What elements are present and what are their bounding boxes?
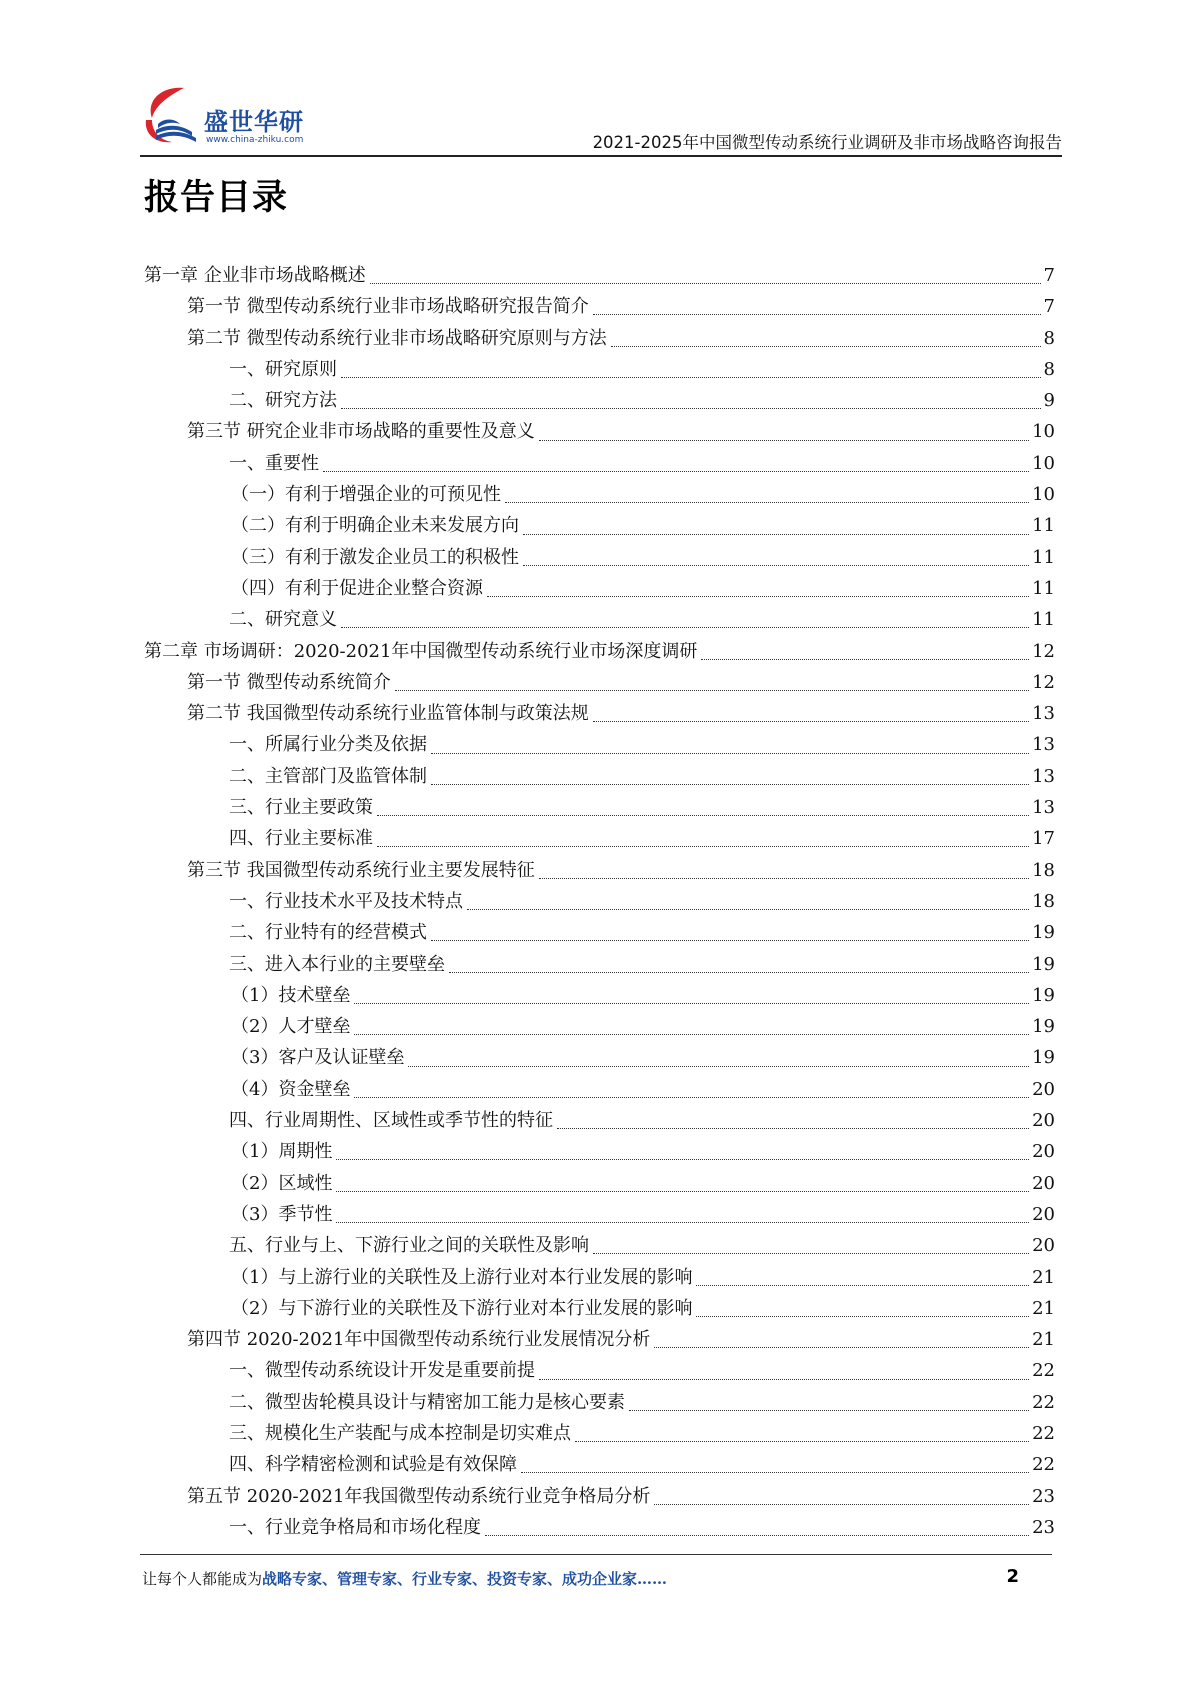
toc-entry[interactable] <box>144 1293 1055 1324</box>
toc-entry-page: 7 <box>1043 265 1055 286</box>
toc-entry[interactable] <box>144 949 1055 980</box>
toc-dot-leader <box>449 972 1029 973</box>
toc-entry[interactable] <box>144 1512 1055 1543</box>
toc-entry-page: 19 <box>1032 953 1055 975</box>
toc-entry-page: 19 <box>1032 1016 1055 1038</box>
toc-entry-page: 8 <box>1043 358 1055 380</box>
toc-dot-leader <box>377 815 1029 816</box>
toc-entry-label: （4）资金壁垒 <box>231 1078 351 1100</box>
toc-entry[interactable] <box>144 1011 1055 1042</box>
toc-entry-page: 19 <box>1032 922 1055 944</box>
toc-entry-label: （1）与上游行业的关联性及上游行业对本行业发展的影响 <box>231 1266 693 1288</box>
toc-entry-page: 13 <box>1032 797 1055 819</box>
toc-entry-page: 22 <box>1032 1360 1055 1382</box>
toc-entry-label: 第四节 2020-2021年中国微型传动系统行业发展情况分析 <box>187 1329 651 1351</box>
toc-entry-label: （1）周期性 <box>231 1141 333 1163</box>
toc-entry[interactable] <box>144 698 1055 729</box>
toc-entry-page: 20 <box>1032 1235 1055 1257</box>
toc-entry-label: （1）技术壁垒 <box>231 984 351 1006</box>
toc-entry-label: 四、行业周期性、区域性或季节性的特征 <box>229 1110 553 1132</box>
toc-entry-page: 11 <box>1032 515 1055 537</box>
toc-entry[interactable] <box>144 1355 1055 1386</box>
toc-dot-leader <box>593 721 1029 722</box>
toc-entry-page: 12 <box>1032 640 1055 662</box>
toc-dot-leader <box>431 753 1029 754</box>
toc-entry-page: 10 <box>1032 484 1055 506</box>
toc-dot-leader <box>395 690 1029 691</box>
toc-dot-leader <box>521 1472 1029 1473</box>
toc-dot-leader <box>539 878 1029 879</box>
toc-entry[interactable] <box>144 1105 1055 1136</box>
toc-dot-leader <box>336 1159 1029 1160</box>
footer-slogan-accent: 战略专家、管理专家、行业专家、投资专家、成功企业家…… <box>262 1570 668 1588</box>
toc-entry[interactable] <box>144 416 1055 447</box>
toc-entry-label: 二、微型齿轮模具设计与精密加工能力是核心要素 <box>229 1391 625 1413</box>
toc-entry-label: （三）有利于激发企业员工的积极性 <box>231 546 519 568</box>
toc-entry[interactable] <box>144 1449 1055 1480</box>
toc-entry-page: 11 <box>1032 546 1055 568</box>
toc-entry-label: 三、规模化生产装配与成本控制是切实难点 <box>229 1422 571 1444</box>
toc-entry-page: 22 <box>1032 1454 1055 1476</box>
footer-slogan <box>142 1568 667 1589</box>
toc-entry[interactable] <box>144 886 1055 917</box>
toc-entry-label: 第五节 2020-2021年我国微型传动系统行业竞争格局分析 <box>187 1485 651 1507</box>
toc-entry-page: 23 <box>1032 1485 1055 1507</box>
page-header <box>140 82 1062 156</box>
toc-entry-page: 20 <box>1032 1172 1055 1194</box>
toc-entry-page: 23 <box>1032 1516 1055 1538</box>
toc-entry[interactable] <box>144 792 1055 823</box>
toc-entry-page: 10 <box>1032 452 1055 474</box>
toc-entry-label: 一、行业竞争格局和市场化程度 <box>229 1516 481 1538</box>
toc-entry-label: 一、行业技术水平及技术特点 <box>229 890 463 912</box>
toc-dot-leader <box>539 1379 1029 1380</box>
toc-entry[interactable] <box>144 542 1055 573</box>
toc-entry[interactable] <box>144 636 1055 667</box>
toc-entry-label: 四、科学精密检测和试验是有效保障 <box>229 1454 517 1476</box>
toc-dot-leader <box>696 1316 1029 1317</box>
footer-slogan-lead: 让每个人都能成为 <box>142 1570 263 1588</box>
toc-entry-label: 三、行业主要政策 <box>229 797 373 819</box>
toc-entry[interactable] <box>144 1042 1055 1073</box>
toc-dot-leader <box>323 471 1029 472</box>
toc-dot-leader <box>336 1191 1029 1192</box>
toc-entry[interactable] <box>144 1262 1055 1293</box>
toc-dot-leader <box>341 408 1041 409</box>
toc-entry[interactable] <box>144 1230 1055 1261</box>
toc-dot-leader <box>467 909 1029 910</box>
page-number: 2 <box>1006 1566 1019 1587</box>
toc-dot-leader <box>370 283 1041 284</box>
toc-entry-label: 第一节 微型传动系统行业非市场战略研究报告简介 <box>187 296 589 318</box>
toc-entry[interactable] <box>144 448 1055 479</box>
table-of-contents <box>144 260 1055 1543</box>
toc-dot-leader <box>408 1066 1029 1067</box>
toc-dot-leader <box>523 534 1029 535</box>
toc-dot-leader <box>654 1504 1029 1505</box>
toc-entry-page: 12 <box>1032 671 1055 693</box>
toc-entry-page: 11 <box>1032 609 1055 631</box>
report-title: 2021-2025年中国微型传动系统行业调研及非市场战略咨询报告 <box>592 133 1062 152</box>
toc-dot-leader <box>654 1347 1029 1348</box>
toc-entry-page: 20 <box>1032 1078 1055 1100</box>
toc-entry-page: 21 <box>1032 1266 1055 1288</box>
toc-entry-page: 22 <box>1032 1391 1055 1413</box>
toc-dot-leader <box>523 565 1029 566</box>
toc-dot-leader <box>354 1097 1029 1098</box>
logo-emblem-icon <box>140 84 202 148</box>
toc-entry-page: 17 <box>1032 828 1055 850</box>
toc-entry-label: 二、研究意义 <box>229 609 337 631</box>
toc-entry-label: 四、行业主要标准 <box>229 828 373 850</box>
toc-entry[interactable] <box>144 1324 1055 1355</box>
toc-dot-leader <box>354 1003 1029 1004</box>
toc-entry-page: 20 <box>1032 1110 1055 1132</box>
toc-entry[interactable] <box>144 291 1055 322</box>
toc-dot-leader <box>696 1285 1029 1286</box>
toc-entry-page: 21 <box>1032 1329 1055 1351</box>
toc-entry-page: 18 <box>1032 890 1055 912</box>
company-logo <box>140 82 330 152</box>
toc-entry-label: 第二章 市场调研：2020-2021年中国微型传动系统行业市场深度调研 <box>144 640 698 662</box>
toc-entry[interactable] <box>144 980 1055 1011</box>
toc-entry[interactable] <box>144 1136 1055 1167</box>
toc-entry[interactable] <box>144 1199 1055 1230</box>
toc-entry-page: 11 <box>1032 577 1055 599</box>
toc-entry-label: 三、进入本行业的主要壁垒 <box>229 953 445 975</box>
toc-dot-leader <box>701 659 1029 660</box>
toc-entry[interactable] <box>144 354 1055 385</box>
toc-entry[interactable] <box>144 1481 1055 1512</box>
toc-entry[interactable] <box>144 323 1055 354</box>
toc-entry-page: 7 <box>1043 296 1055 318</box>
toc-dot-leader <box>341 377 1041 378</box>
toc-entry-label: 一、研究原则 <box>229 358 337 380</box>
toc-entry[interactable] <box>144 1074 1055 1105</box>
toc-entry-page: 13 <box>1032 703 1055 725</box>
toc-entry-label: （3）客户及认证壁垒 <box>231 1047 405 1069</box>
toc-entry-page: 9 <box>1043 390 1055 412</box>
toc-entry[interactable] <box>144 510 1055 541</box>
toc-entry-label: （2）区域性 <box>231 1172 333 1194</box>
toc-entry-label: 第二节 微型传动系统行业非市场战略研究原则与方法 <box>187 327 607 349</box>
toc-entry-label: （2）人才壁垒 <box>231 1016 351 1038</box>
toc-dot-leader <box>575 1441 1029 1442</box>
toc-entry-page: 21 <box>1032 1297 1055 1319</box>
toc-entry-page: 18 <box>1032 859 1055 881</box>
toc-entry-label: 二、研究方法 <box>229 390 337 412</box>
toc-entry-page: 13 <box>1032 734 1055 756</box>
toc-entry-label: （2）与下游行业的关联性及下游行业对本行业发展的影响 <box>231 1297 693 1319</box>
toc-entry[interactable] <box>144 855 1055 886</box>
toc-entry[interactable] <box>144 823 1055 854</box>
toc-entry-page: 20 <box>1032 1203 1055 1225</box>
toc-dot-leader <box>431 784 1029 785</box>
toc-entry[interactable] <box>144 917 1055 948</box>
toc-entry[interactable] <box>144 479 1055 510</box>
toc-entry[interactable] <box>144 573 1055 604</box>
toc-entry-label: （3）季节性 <box>231 1203 333 1225</box>
toc-entry-label: 一、微型传动系统设计开发是重要前提 <box>229 1360 535 1382</box>
toc-dot-leader <box>593 1253 1029 1254</box>
toc-dot-leader <box>487 596 1029 597</box>
toc-entry-label: 二、行业特有的经营模式 <box>229 922 427 944</box>
toc-entry-label: 五、行业与上、下游行业之间的关联性及影响 <box>229 1235 589 1257</box>
toc-entry-label: 第三节 我国微型传动系统行业主要发展特征 <box>187 859 535 881</box>
toc-entry-page: 13 <box>1032 765 1055 787</box>
toc-entry[interactable] <box>144 1168 1055 1199</box>
toc-entry-label: 第二节 我国微型传动系统行业监管体制与政策法规 <box>187 703 589 725</box>
toc-dot-leader <box>431 940 1029 941</box>
toc-dot-leader <box>611 346 1041 347</box>
toc-entry[interactable] <box>144 385 1055 416</box>
toc-dot-leader <box>629 1410 1029 1411</box>
toc-entry-page: 8 <box>1043 327 1055 349</box>
toc-entry-page: 19 <box>1032 984 1055 1006</box>
footer-divider <box>140 1554 1052 1555</box>
toc-entry[interactable] <box>144 1418 1055 1449</box>
toc-entry-page: 22 <box>1032 1422 1055 1444</box>
toc-entry-label: 二、主管部门及监管体制 <box>229 765 427 787</box>
toc-entry-label: 第一章 企业非市场战略概述 <box>144 265 366 286</box>
toc-dot-leader <box>505 502 1029 503</box>
toc-entry-label: 一、所属行业分类及依据 <box>229 734 427 756</box>
toc-entry-label: （一）有利于增强企业的可预见性 <box>231 484 501 506</box>
toc-dot-leader <box>377 846 1029 847</box>
toc-entry-page: 19 <box>1032 1047 1055 1069</box>
logo-url: www.china-zhiku.com <box>206 135 304 145</box>
toc-entry[interactable] <box>144 260 1055 291</box>
toc-entry-label: （四）有利于促进企业整合资源 <box>231 577 483 599</box>
toc-entry-label: 第一节 微型传动系统简介 <box>187 671 391 693</box>
logo-name: 盛世华研 <box>204 108 304 136</box>
toc-entry[interactable] <box>144 729 1055 760</box>
toc-entry[interactable] <box>144 761 1055 792</box>
toc-dot-leader <box>336 1222 1029 1223</box>
header-divider <box>140 155 1062 157</box>
toc-dot-leader <box>485 1535 1029 1536</box>
toc-dot-leader <box>593 314 1041 315</box>
toc-dot-leader <box>557 1128 1029 1129</box>
toc-entry-label: 第三节 研究企业非市场战略的重要性及意义 <box>187 421 535 443</box>
toc-dot-leader <box>341 627 1029 628</box>
toc-entry[interactable] <box>144 1387 1055 1418</box>
toc-entry-label: 一、重要性 <box>229 452 319 474</box>
toc-entry-page: 20 <box>1032 1141 1055 1163</box>
page-title: 报告目录 <box>144 178 289 218</box>
toc-entry-label: （二）有利于明确企业未来发展方向 <box>231 515 519 537</box>
toc-entry[interactable] <box>144 604 1055 635</box>
toc-entry-page: 10 <box>1032 421 1055 443</box>
toc-entry[interactable] <box>144 667 1055 698</box>
toc-dot-leader <box>539 440 1029 441</box>
toc-dot-leader <box>354 1034 1029 1035</box>
